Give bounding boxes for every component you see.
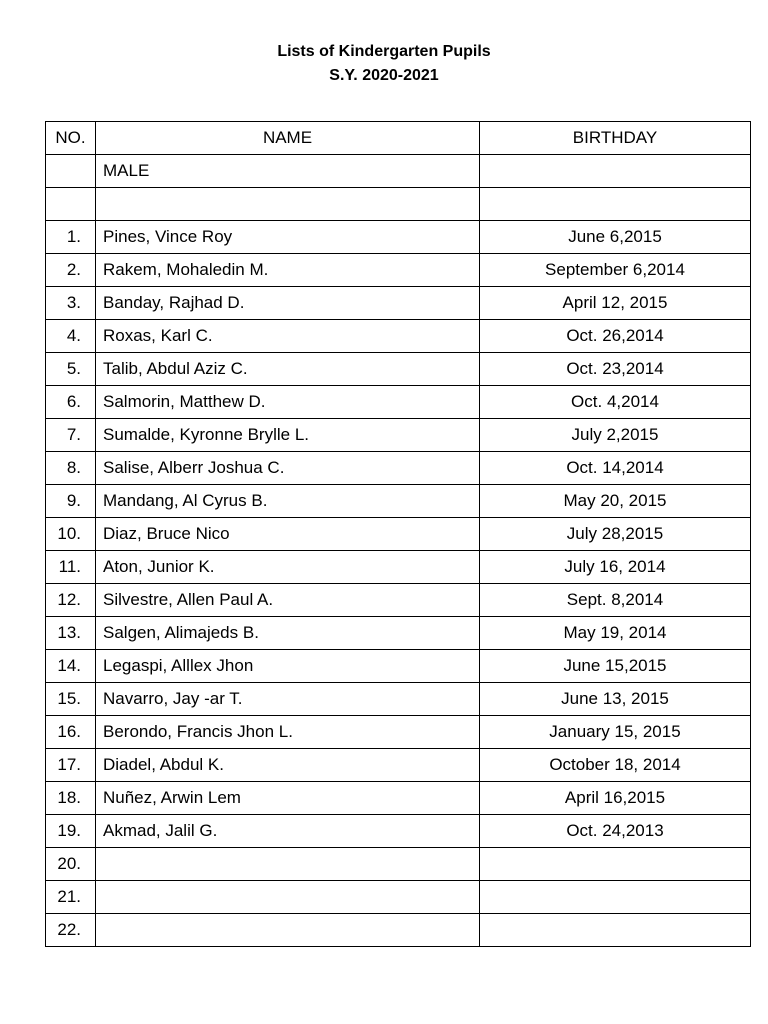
pupil-birthday: October 18, 2014 bbox=[480, 749, 751, 782]
pupil-name: Banday, Rajhad D. bbox=[96, 287, 480, 320]
pupil-name: Sumalde, Kyronne Brylle L. bbox=[96, 419, 480, 452]
pupil-birthday: Oct. 4,2014 bbox=[480, 386, 751, 419]
pupil-name: Pines, Vince Roy bbox=[96, 221, 480, 254]
table-row bbox=[46, 353, 751, 386]
pupil-name: Navarro, Jay -ar T. bbox=[96, 683, 480, 716]
pupil-name: Salgen, Alimajeds B. bbox=[96, 617, 480, 650]
column-header-birthday: BIRTHDAY bbox=[480, 122, 751, 155]
pupil-name: Berondo, Francis Jhon L. bbox=[96, 716, 480, 749]
pupil-name: Akmad, Jalil G. bbox=[96, 815, 480, 848]
pupil-birthday: July 2,2015 bbox=[480, 419, 751, 452]
table-row bbox=[46, 782, 751, 815]
section-label: MALE bbox=[96, 155, 480, 188]
row-number: 8. bbox=[46, 452, 96, 485]
table-row bbox=[46, 848, 751, 881]
spacer-cell bbox=[480, 188, 751, 221]
pupil-name: Rakem, Mohaledin M. bbox=[96, 254, 480, 287]
table-row bbox=[46, 881, 751, 914]
spacer-cell bbox=[46, 188, 96, 221]
pupil-birthday: May 20, 2015 bbox=[480, 485, 751, 518]
table-row bbox=[46, 287, 751, 320]
pupil-name: Silvestre, Allen Paul A. bbox=[96, 584, 480, 617]
row-number: 4. bbox=[46, 320, 96, 353]
pupil-name: Roxas, Karl C. bbox=[96, 320, 480, 353]
pupil-birthday: July 28,2015 bbox=[480, 518, 751, 551]
row-number: 7. bbox=[46, 419, 96, 452]
section-birthday-cell bbox=[480, 155, 751, 188]
row-number: 11. bbox=[46, 551, 96, 584]
pupil-birthday: July 16, 2014 bbox=[480, 551, 751, 584]
table-row bbox=[46, 914, 751, 947]
pupil-birthday bbox=[480, 914, 751, 947]
table-row bbox=[46, 815, 751, 848]
table-header-row bbox=[46, 122, 751, 155]
pupil-birthday: Oct. 23,2014 bbox=[480, 353, 751, 386]
pupil-name: Aton, Junior K. bbox=[96, 551, 480, 584]
table-row bbox=[46, 320, 751, 353]
pupil-name: Talib, Abdul Aziz C. bbox=[96, 353, 480, 386]
table-row bbox=[46, 221, 751, 254]
pupil-name: Legaspi, Alllex Jhon bbox=[96, 650, 480, 683]
pupil-name bbox=[96, 848, 480, 881]
pupil-birthday: Oct. 24,2013 bbox=[480, 815, 751, 848]
table-row bbox=[46, 650, 751, 683]
row-number: 18. bbox=[46, 782, 96, 815]
column-header-name: NAME bbox=[96, 122, 480, 155]
pupil-birthday: April 16,2015 bbox=[480, 782, 751, 815]
section-no-cell bbox=[46, 155, 96, 188]
row-number: 13. bbox=[46, 617, 96, 650]
row-number: 1. bbox=[46, 221, 96, 254]
table-row bbox=[46, 254, 751, 287]
table-row bbox=[46, 683, 751, 716]
pupil-birthday: April 12, 2015 bbox=[480, 287, 751, 320]
row-number: 20. bbox=[46, 848, 96, 881]
pupil-name bbox=[96, 914, 480, 947]
pupil-birthday: May 19, 2014 bbox=[480, 617, 751, 650]
row-number: 15. bbox=[46, 683, 96, 716]
pupil-birthday bbox=[480, 848, 751, 881]
row-number: 10. bbox=[46, 518, 96, 551]
pupil-birthday: Sept. 8,2014 bbox=[480, 584, 751, 617]
row-number: 19. bbox=[46, 815, 96, 848]
row-number: 12. bbox=[46, 584, 96, 617]
spacer-row bbox=[46, 188, 751, 221]
table-row bbox=[46, 386, 751, 419]
document-title: Lists of Kindergarten Pupils bbox=[277, 43, 491, 60]
pupil-birthday: September 6,2014 bbox=[480, 254, 751, 287]
row-number: 21. bbox=[46, 881, 96, 914]
school-year: S.Y. 2020-2021 bbox=[329, 67, 439, 84]
row-number: 3. bbox=[46, 287, 96, 320]
table-row bbox=[46, 518, 751, 551]
pupil-name: Diadel, Abdul K. bbox=[96, 749, 480, 782]
row-number: 5. bbox=[46, 353, 96, 386]
pupils-table bbox=[45, 121, 751, 947]
table-row bbox=[46, 551, 751, 584]
table-row bbox=[46, 716, 751, 749]
section-row bbox=[46, 155, 751, 188]
table-row bbox=[46, 419, 751, 452]
row-number: 2. bbox=[46, 254, 96, 287]
spacer-cell bbox=[96, 188, 480, 221]
pupil-birthday: June 6,2015 bbox=[480, 221, 751, 254]
pupil-birthday: Oct. 14,2014 bbox=[480, 452, 751, 485]
row-number: 9. bbox=[46, 485, 96, 518]
table-row bbox=[46, 584, 751, 617]
pupil-name: Salmorin, Matthew D. bbox=[96, 386, 480, 419]
column-header-no: NO. bbox=[46, 122, 96, 155]
table-row bbox=[46, 749, 751, 782]
table-row bbox=[46, 617, 751, 650]
pupil-birthday: Oct. 26,2014 bbox=[480, 320, 751, 353]
row-number: 17. bbox=[46, 749, 96, 782]
pupil-name: Mandang, Al Cyrus B. bbox=[96, 485, 480, 518]
pupil-birthday bbox=[480, 881, 751, 914]
row-number: 6. bbox=[46, 386, 96, 419]
pupil-name: Nuñez, Arwin Lem bbox=[96, 782, 480, 815]
row-number: 14. bbox=[46, 650, 96, 683]
pupil-name: Salise, Alberr Joshua C. bbox=[96, 452, 480, 485]
row-number: 22. bbox=[46, 914, 96, 947]
pupil-birthday: June 13, 2015 bbox=[480, 683, 751, 716]
row-number: 16. bbox=[46, 716, 96, 749]
table-row bbox=[46, 452, 751, 485]
pupil-name bbox=[96, 881, 480, 914]
pupil-birthday: June 15,2015 bbox=[480, 650, 751, 683]
document-header bbox=[0, 40, 768, 88]
table-row bbox=[46, 485, 751, 518]
pupil-name: Diaz, Bruce Nico bbox=[96, 518, 480, 551]
pupil-birthday: January 15, 2015 bbox=[480, 716, 751, 749]
